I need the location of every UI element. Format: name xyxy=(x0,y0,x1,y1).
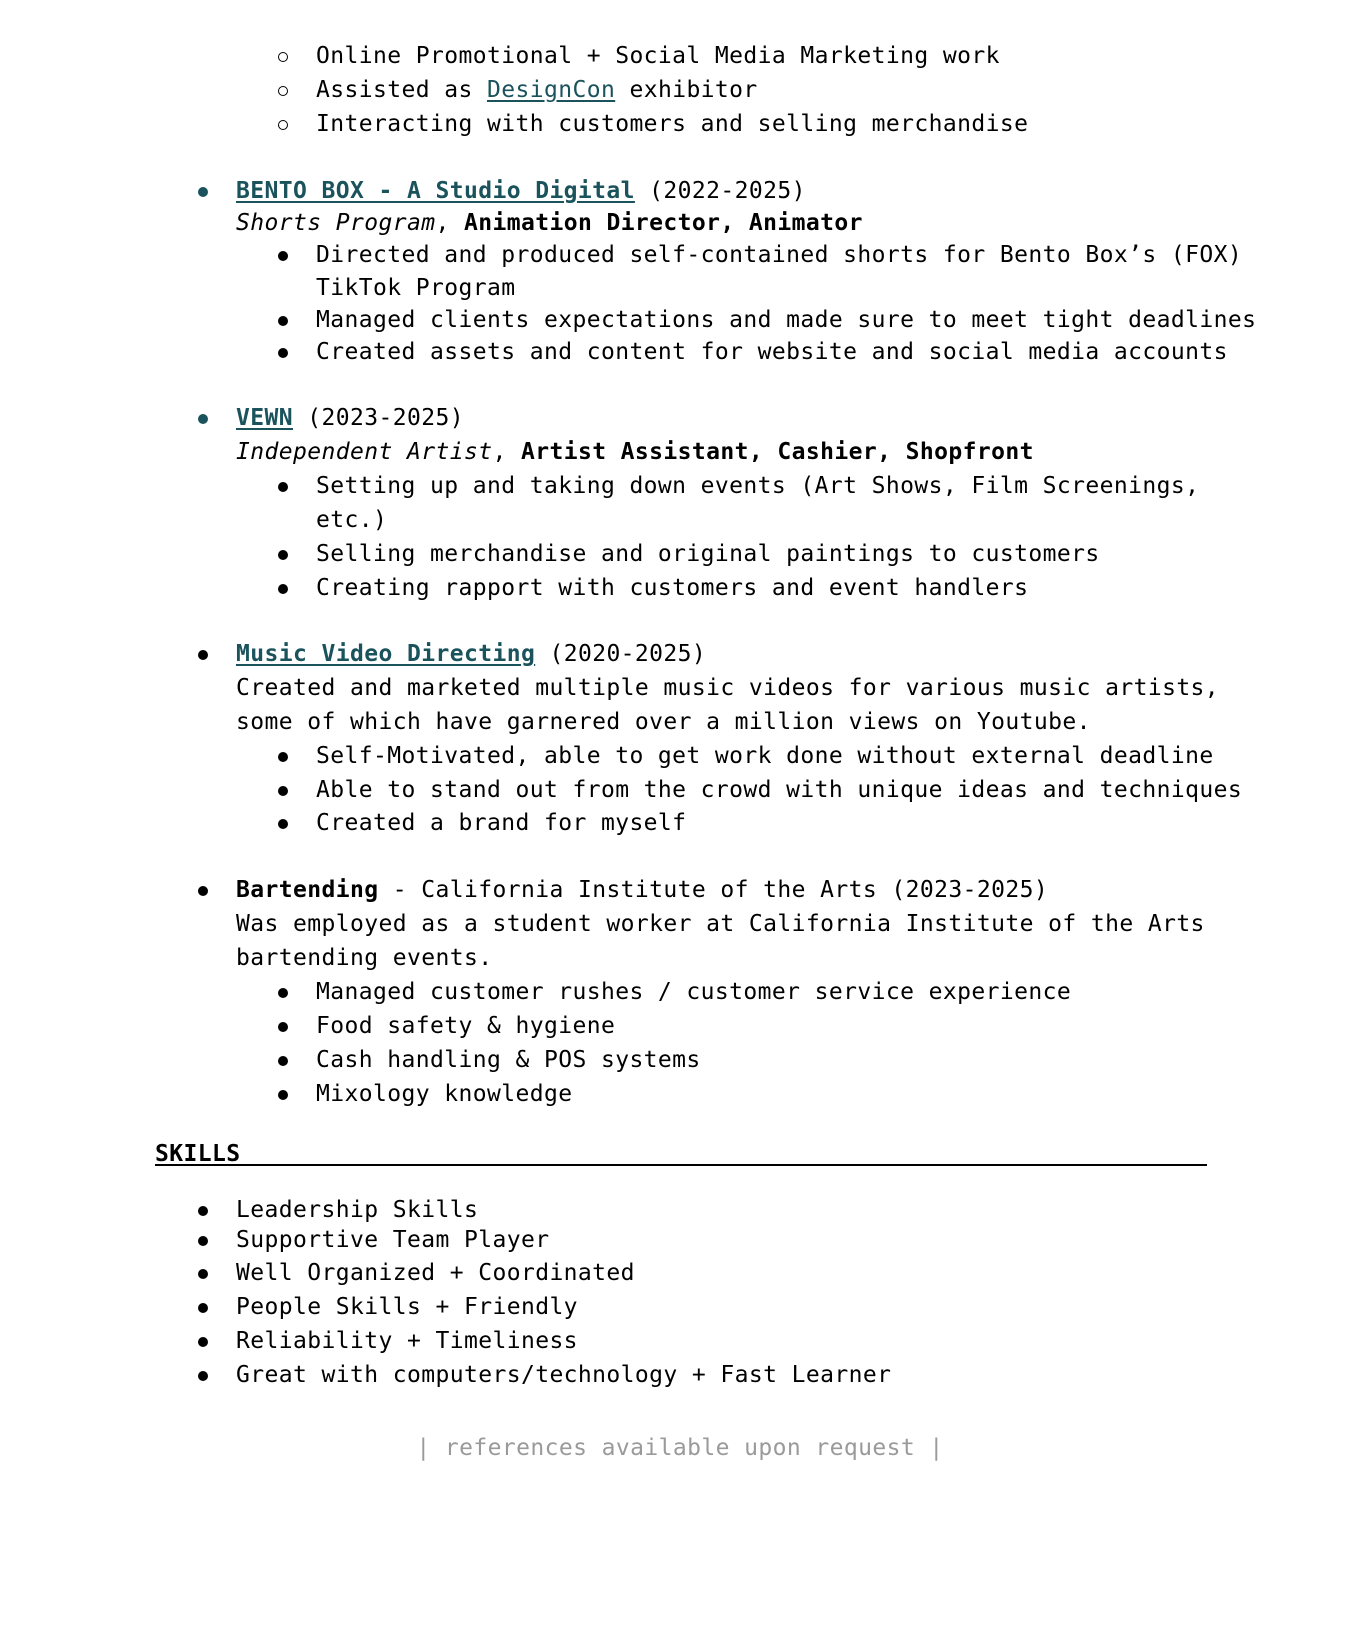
bullet-icon xyxy=(276,470,290,502)
list-item-continuation: TikTok Program xyxy=(316,275,516,301)
skill-item: Great with computers/technology + Fast Learner xyxy=(236,1362,892,1388)
bullet-icon xyxy=(276,1010,290,1042)
bullet-icon xyxy=(196,874,210,906)
job-subtitle-vewn: Independent Artist, Artist Assistant, Cashier, Shopfront xyxy=(236,439,1034,465)
job-heading-bento: BENTO BOX - A Studio Digital (2022-2025) xyxy=(236,178,806,204)
circle-bullet-icon xyxy=(276,40,290,72)
skill-item: Leadership Skills xyxy=(236,1197,479,1223)
list-item: Directed and produced self-contained shorts for Bento Box’s (FOX) xyxy=(316,242,1243,268)
circle-bullet-icon xyxy=(276,108,290,140)
music-video-link[interactable]: Music Video Directing xyxy=(236,641,536,667)
skill-item: People Skills + Friendly xyxy=(236,1294,578,1320)
job-heading-bartending: Bartending - California Institute of the Arts (2023-2025) xyxy=(236,877,1049,903)
references-footer: | references available upon request | xyxy=(416,1435,944,1461)
list-item: Interacting with customers and selling merchandise xyxy=(316,111,1029,137)
list-item: Cash handling & POS systems xyxy=(316,1047,701,1073)
bullet-icon xyxy=(196,1224,210,1256)
bullet-icon xyxy=(196,638,210,670)
bullet-icon xyxy=(196,1257,210,1289)
job-heading-vewn: VEWN (2023-2025) xyxy=(236,405,464,431)
job-description: Was employed as a student worker at California Institute of the Arts xyxy=(236,911,1205,937)
skill-item: Well Organized + Coordinated xyxy=(236,1260,635,1286)
bullet-icon xyxy=(276,1044,290,1076)
bullet-icon xyxy=(196,402,210,434)
skills-heading: SKILLS xyxy=(155,1141,241,1167)
list-item: Mixology knowledge xyxy=(316,1081,573,1107)
bullet-icon xyxy=(276,538,290,570)
job-description: some of which have garnered over a million views on Youtube. xyxy=(236,709,1091,735)
bullet-icon xyxy=(276,336,290,368)
section-divider xyxy=(155,1164,1207,1166)
skill-item: Reliability + Timeliness xyxy=(236,1328,578,1354)
job-description: bartending events. xyxy=(236,945,493,971)
list-item: Managed clients expectations and made sure to meet tight deadlines xyxy=(316,307,1257,333)
designcon-link[interactable]: DesignCon xyxy=(486,77,616,103)
bullet-icon xyxy=(276,740,290,772)
job-subtitle-bento: Shorts Program, Animation Director, Animator xyxy=(236,210,863,236)
list-item: Managed customer rushes / customer service experience xyxy=(316,979,1072,1005)
bullet-icon xyxy=(196,1291,210,1323)
list-item: Able to stand out from the crowd with unique ideas and techniques xyxy=(316,777,1243,803)
vewn-link[interactable]: VEWN xyxy=(236,405,293,431)
list-item: Online Promotional + Social Media Marketing work xyxy=(316,43,1000,69)
list-item: Creating rapport with customers and event handlers xyxy=(316,575,1029,601)
list-item-continuation: etc.) xyxy=(316,507,388,533)
bullet-icon xyxy=(196,1325,210,1357)
bento-box-link[interactable]: BENTO BOX - A Studio Digital xyxy=(236,178,635,204)
list-item: Selling merchandise and original paintings to customers xyxy=(316,541,1100,567)
list-item: Created assets and content for website and social media accounts xyxy=(316,339,1228,365)
bullet-icon xyxy=(196,1359,210,1391)
bullet-icon xyxy=(276,239,290,271)
bullet-icon xyxy=(276,976,290,1008)
bullet-icon xyxy=(276,1078,290,1110)
bullet-icon xyxy=(276,572,290,604)
circle-bullet-icon xyxy=(276,74,290,106)
list-item: Created a brand for myself xyxy=(316,810,687,836)
job-description: Created and marketed multiple music videos for various music artists, xyxy=(236,675,1220,701)
bullet-icon xyxy=(196,1194,210,1226)
bullet-icon xyxy=(276,774,290,806)
list-item: Self-Motivated, able to get work done without external deadline xyxy=(316,743,1214,769)
bullet-icon xyxy=(276,807,290,839)
list-item: Setting up and taking down events (Art Shows, Film Screenings, xyxy=(316,473,1200,499)
list-item: Assisted as DesignCon exhibitor xyxy=(316,77,758,103)
list-item: Food safety & hygiene xyxy=(316,1013,616,1039)
bullet-icon xyxy=(276,304,290,336)
bullet-icon xyxy=(196,175,210,207)
job-heading-music: Music Video Directing (2020-2025) xyxy=(236,641,707,667)
skill-item: Supportive Team Player xyxy=(236,1227,550,1253)
